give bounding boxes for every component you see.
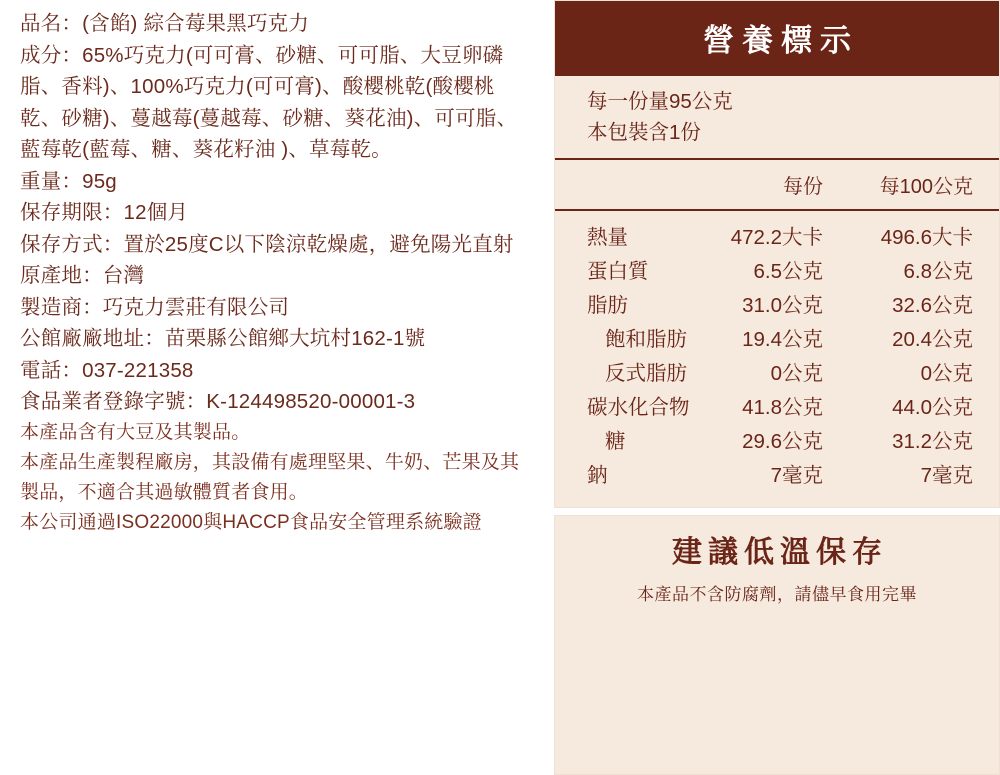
origin-line: 原產地：台灣: [20, 264, 145, 287]
table-row: [587, 323, 973, 357]
table-row: [587, 357, 973, 391]
allergen-facility-notice: 本產品生產製程廠房，其設備有處理堅果、牛奶、芒果及其製品，不適合其過敏體質者食用。: [20, 451, 520, 503]
nutrient-per-100g: 7毫克: [920, 464, 973, 487]
manufacturer-line: 製造商：巧克力雲莊有限公司: [20, 295, 290, 319]
nutrient-per-serving: 19.4公克: [742, 328, 823, 351]
storage-notice-title: 建議低溫保存: [672, 536, 888, 569]
table-row: [587, 221, 973, 255]
column-header-per-serving: 每份: [783, 176, 823, 198]
shelf-life-line: 保存期限：12個月: [20, 201, 189, 224]
nutrient-name: 蛋白質: [587, 260, 649, 283]
nutrient-per-100g: 6.8公克: [903, 260, 973, 283]
serving-info: [555, 76, 999, 160]
column-header-per-100g: 每100公克: [879, 176, 973, 198]
serving-size: 每一份量95公克: [587, 90, 733, 113]
servings-per-pack: 本包裝含1份: [587, 121, 701, 144]
nutrient-name: 飽和脂肪: [605, 328, 687, 351]
nutrient-per-100g: 20.4公克: [892, 328, 973, 351]
nutrient-name: 反式脂肪: [605, 362, 687, 385]
nutrient-name: 鈉: [587, 464, 608, 487]
nutrient-per-100g: 32.6公克: [892, 294, 973, 317]
nutrient-per-100g: 496.6大卡: [880, 226, 973, 249]
nutrient-per-serving: 6.5公克: [753, 260, 823, 283]
phone-line: 電話：037-221358: [20, 358, 194, 382]
storage-notice-card: [554, 515, 1000, 775]
table-row: [587, 255, 973, 289]
storage-method-line: 保存方式：置於25度C以下陰涼乾燥處，避免陽光直射: [20, 232, 514, 256]
nutrient-per-serving: 0公克: [770, 362, 823, 385]
product-name-line: 品名：(含餡) 綜合莓果黑巧克力: [20, 12, 310, 35]
nutrient-per-serving: 41.8公克: [742, 396, 823, 419]
table-row: [587, 459, 973, 493]
nutrient-name: 熱量: [587, 226, 628, 249]
table-row: [587, 289, 973, 323]
ingredients-line: 成分：65%巧克力(可可膏、砂糖、可可脂、大豆卵磷脂、香料)、100%巧克力(可可膏)、酸櫻桃乾(酸櫻桃乾、砂糖)、蔓越莓(蔓越莓、砂糖、葵花油)、可可脂、藍莓乾(藍莓、糖、葵花籽油 )、草莓乾。: [20, 43, 518, 161]
nutrient-per-serving: 29.6公克: [742, 430, 823, 453]
registration-number-line: 食品業者登錄字號：K-124498520-00001-3: [20, 390, 416, 413]
nutrient-per-100g: 44.0公克: [892, 396, 973, 419]
nutrient-per-serving: 472.2大卡: [730, 226, 823, 249]
nutrient-per-serving: 31.0公克: [742, 294, 823, 317]
right-column: [554, 0, 1000, 775]
nutrient-name: 糖: [605, 430, 626, 453]
factory-address-line: 公館廠廠地址：苗栗縣公館鄉大坑村162-1號: [20, 327, 426, 350]
nutrient-per-100g: 31.2公克: [892, 430, 973, 453]
certification-notice: 本公司通過ISO22000與HACCP食品安全管理系統驗證: [20, 511, 482, 533]
storage-notice-subtitle: 本產品不含防腐劑，請儘早食用完畢: [637, 585, 917, 604]
table-row: [587, 391, 973, 425]
nutrition-column-headers: [555, 160, 999, 211]
nutrient-per-serving: 7毫克: [770, 464, 823, 487]
column-header-label: [587, 170, 703, 199]
table-row: [587, 425, 973, 459]
weight-line: 重量：95g: [20, 169, 117, 193]
allergen-soy-notice: 本產品含有大豆及其製品。: [20, 421, 251, 443]
nutrition-rows: [555, 211, 999, 507]
nutrient-per-100g: 0公克: [920, 362, 973, 385]
nutrient-name: 脂肪: [587, 294, 628, 317]
nutrient-name: 碳水化合物: [587, 396, 690, 419]
nutrition-title: 營養標示: [555, 1, 999, 76]
nutrition-facts-card: [554, 0, 1000, 508]
